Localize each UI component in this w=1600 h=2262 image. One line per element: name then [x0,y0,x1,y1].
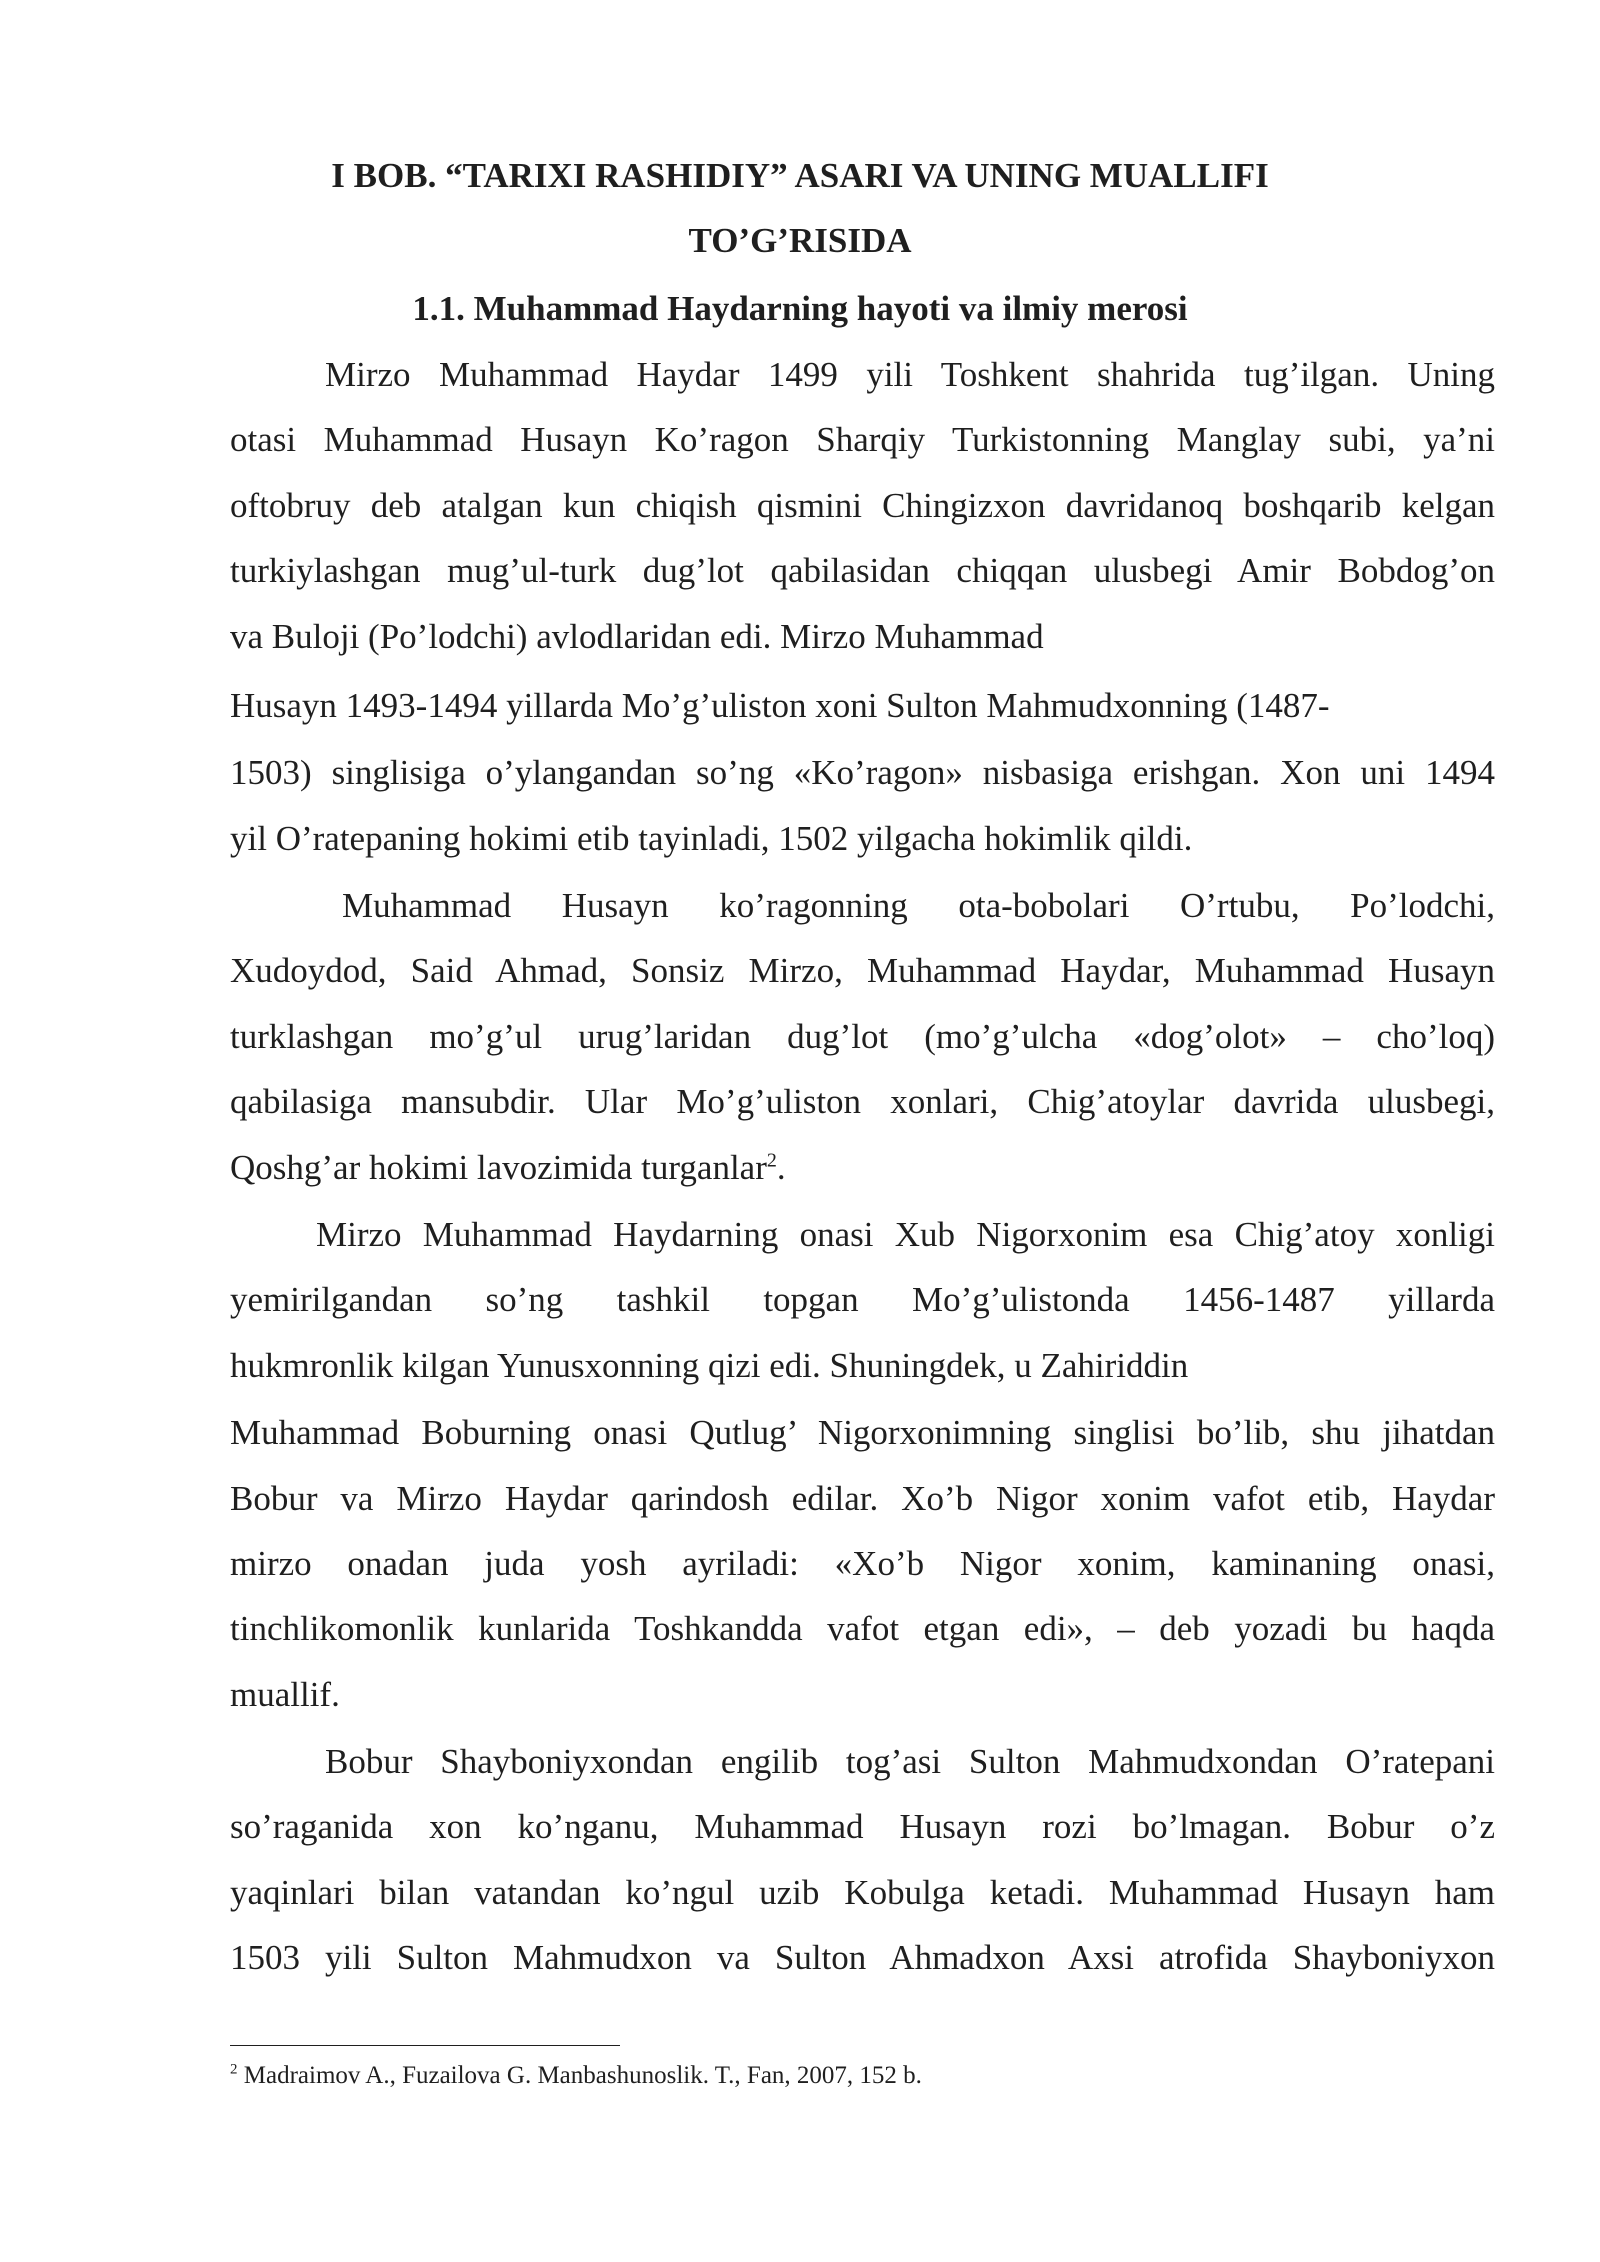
footnote-text: Madraimov A., Fuzailova G. Manbashunoslik. T., Fan, 2007, 152 b. [237,2062,922,2089]
paragraph-3-line-2: yemirilgandan so’ng tashkil topgan Mo’g’ulistonda 1456-1487 yillarda [230,1280,1495,1319]
paragraph-4-line-4: 1503 yili Sulton Mahmudxon va Sulton Ahmadxon Axsi atrofida Shayboniyxon [230,1938,1495,1977]
paragraph-1-line-7: 1503) singlisiga o’ylangandan so’ng «Ko’ragon» nisbasiga erishgan. Xon uni 1494 [230,753,1495,792]
footnote-number: 2 [230,2061,238,2078]
paragraph-2-line-5-text: Qoshg’ar hokimi lavozimida turganlar [230,1148,767,1187]
footnote [230,2061,922,2091]
section-title: 1.1. Muhammad Haydarning hayoti va ilmiy merosi [412,289,1188,328]
paragraph-1-line-3: oftobruy deb atalgan kun chiqish qismini Chingizxon davridanoq boshqarib kelgan [230,486,1495,525]
paragraph-1-line-1: Mirzo Muhammad Haydar 1499 yili Toshkent shahrida tug’ilgan. Uning [325,355,1495,394]
paragraph-3-line-7: tinchlikomonlik kunlarida Toshkandda vafot etgan edi», – deb yozadi bu haqda [230,1609,1495,1648]
paragraph-2-line-4: qabilasiga mansubdir. Ular Mo’g’uliston xonlari, Chig’atoylar davrida ulusbegi, [230,1082,1495,1121]
paragraph-1-line-5: va Buloji (Po’lodchi) avlodlaridan edi. Mirzo Muhammad [230,617,1044,656]
chapter-title-line-1: I BOB. “TARIXI RASHIDIY” ASARI VA UNING MUALLIFI [331,156,1269,195]
paragraph-1-line-2: otasi Muhammad Husayn Ko’ragon Sharqiy Turkistonning Manglay subi, ya’ni [230,420,1495,459]
paragraph-2-line-2: Xudoydod, Said Ahmad, Sonsiz Mirzo, Muhammad Haydar, Muhammad Husayn [230,951,1495,990]
paragraph-3-line-6: mirzo onadan juda yosh ayriladi: «Xo’b Nigor xonim, kaminaning onasi, [230,1544,1495,1583]
paragraph-3-line-1: Mirzo Muhammad Haydarning onasi Xub Nigorxonim esa Chig’atoy xonligi [316,1215,1495,1254]
paragraph-2-period: . [776,1148,786,1187]
footnote-reference[interactable]: 2 [766,1149,777,1172]
paragraph-3-line-5: Bobur va Mirzo Haydar qarindosh edilar. Xo’b Nigor xonim vafot etib, Haydar [230,1479,1495,1518]
paragraph-4-line-2: so’raganida xon ko’nganu, Muhammad Husayn rozi bo’lmagan. Bobur o’z [230,1807,1495,1846]
paragraph-2-line-5 [230,1146,1495,1190]
paragraph-4-line-3: yaqinlari bilan vatandan ko’ngul uzib Kobulga ketadi. Muhammad Husayn ham [230,1873,1495,1912]
paragraph-2-line-1: Muhammad Husayn ko’ragonning ota-bobolari O’rtubu, Po’lodchi, [342,886,1495,925]
paragraph-2-line-3: turklashgan mo’g’ul urug’laridan dug’lot (mo’g’ulcha «dog’olot» – cho’loq) [230,1017,1495,1056]
chapter-title-line-2: TO’G’RISIDA [688,221,912,260]
paragraph-1-line-4: turkiylashgan mug’ul-turk dug’lot qabilasidan chiqqan ulusbegi Amir Bobdog’on [230,551,1495,590]
paragraph-3-line-4: Muhammad Boburning onasi Qutlug’ Nigorxonimning singlisi bo’lib, shu jihatdan [230,1413,1495,1452]
paragraph-1-line-6: Husayn 1493-1494 yillarda Mo’g’uliston xoni Sulton Mahmudxonning (1487- [230,686,1330,725]
paragraph-3-line-3: hukmronlik kilgan Yunusxonning qizi edi. Shuningdek, u Zahiriddin [230,1346,1189,1385]
footnote-separator [230,2045,620,2046]
paragraph-1-line-8: yil O’ratepaning hokimi etib tayinladi, 1502 yilgacha hokimlik qildi. [230,819,1193,858]
paragraph-3-line-8: muallif. [230,1675,340,1714]
paragraph-4-line-1: Bobur Shayboniyxondan engilib tog’asi Sulton Mahmudxondan O’ratepani [325,1742,1495,1781]
